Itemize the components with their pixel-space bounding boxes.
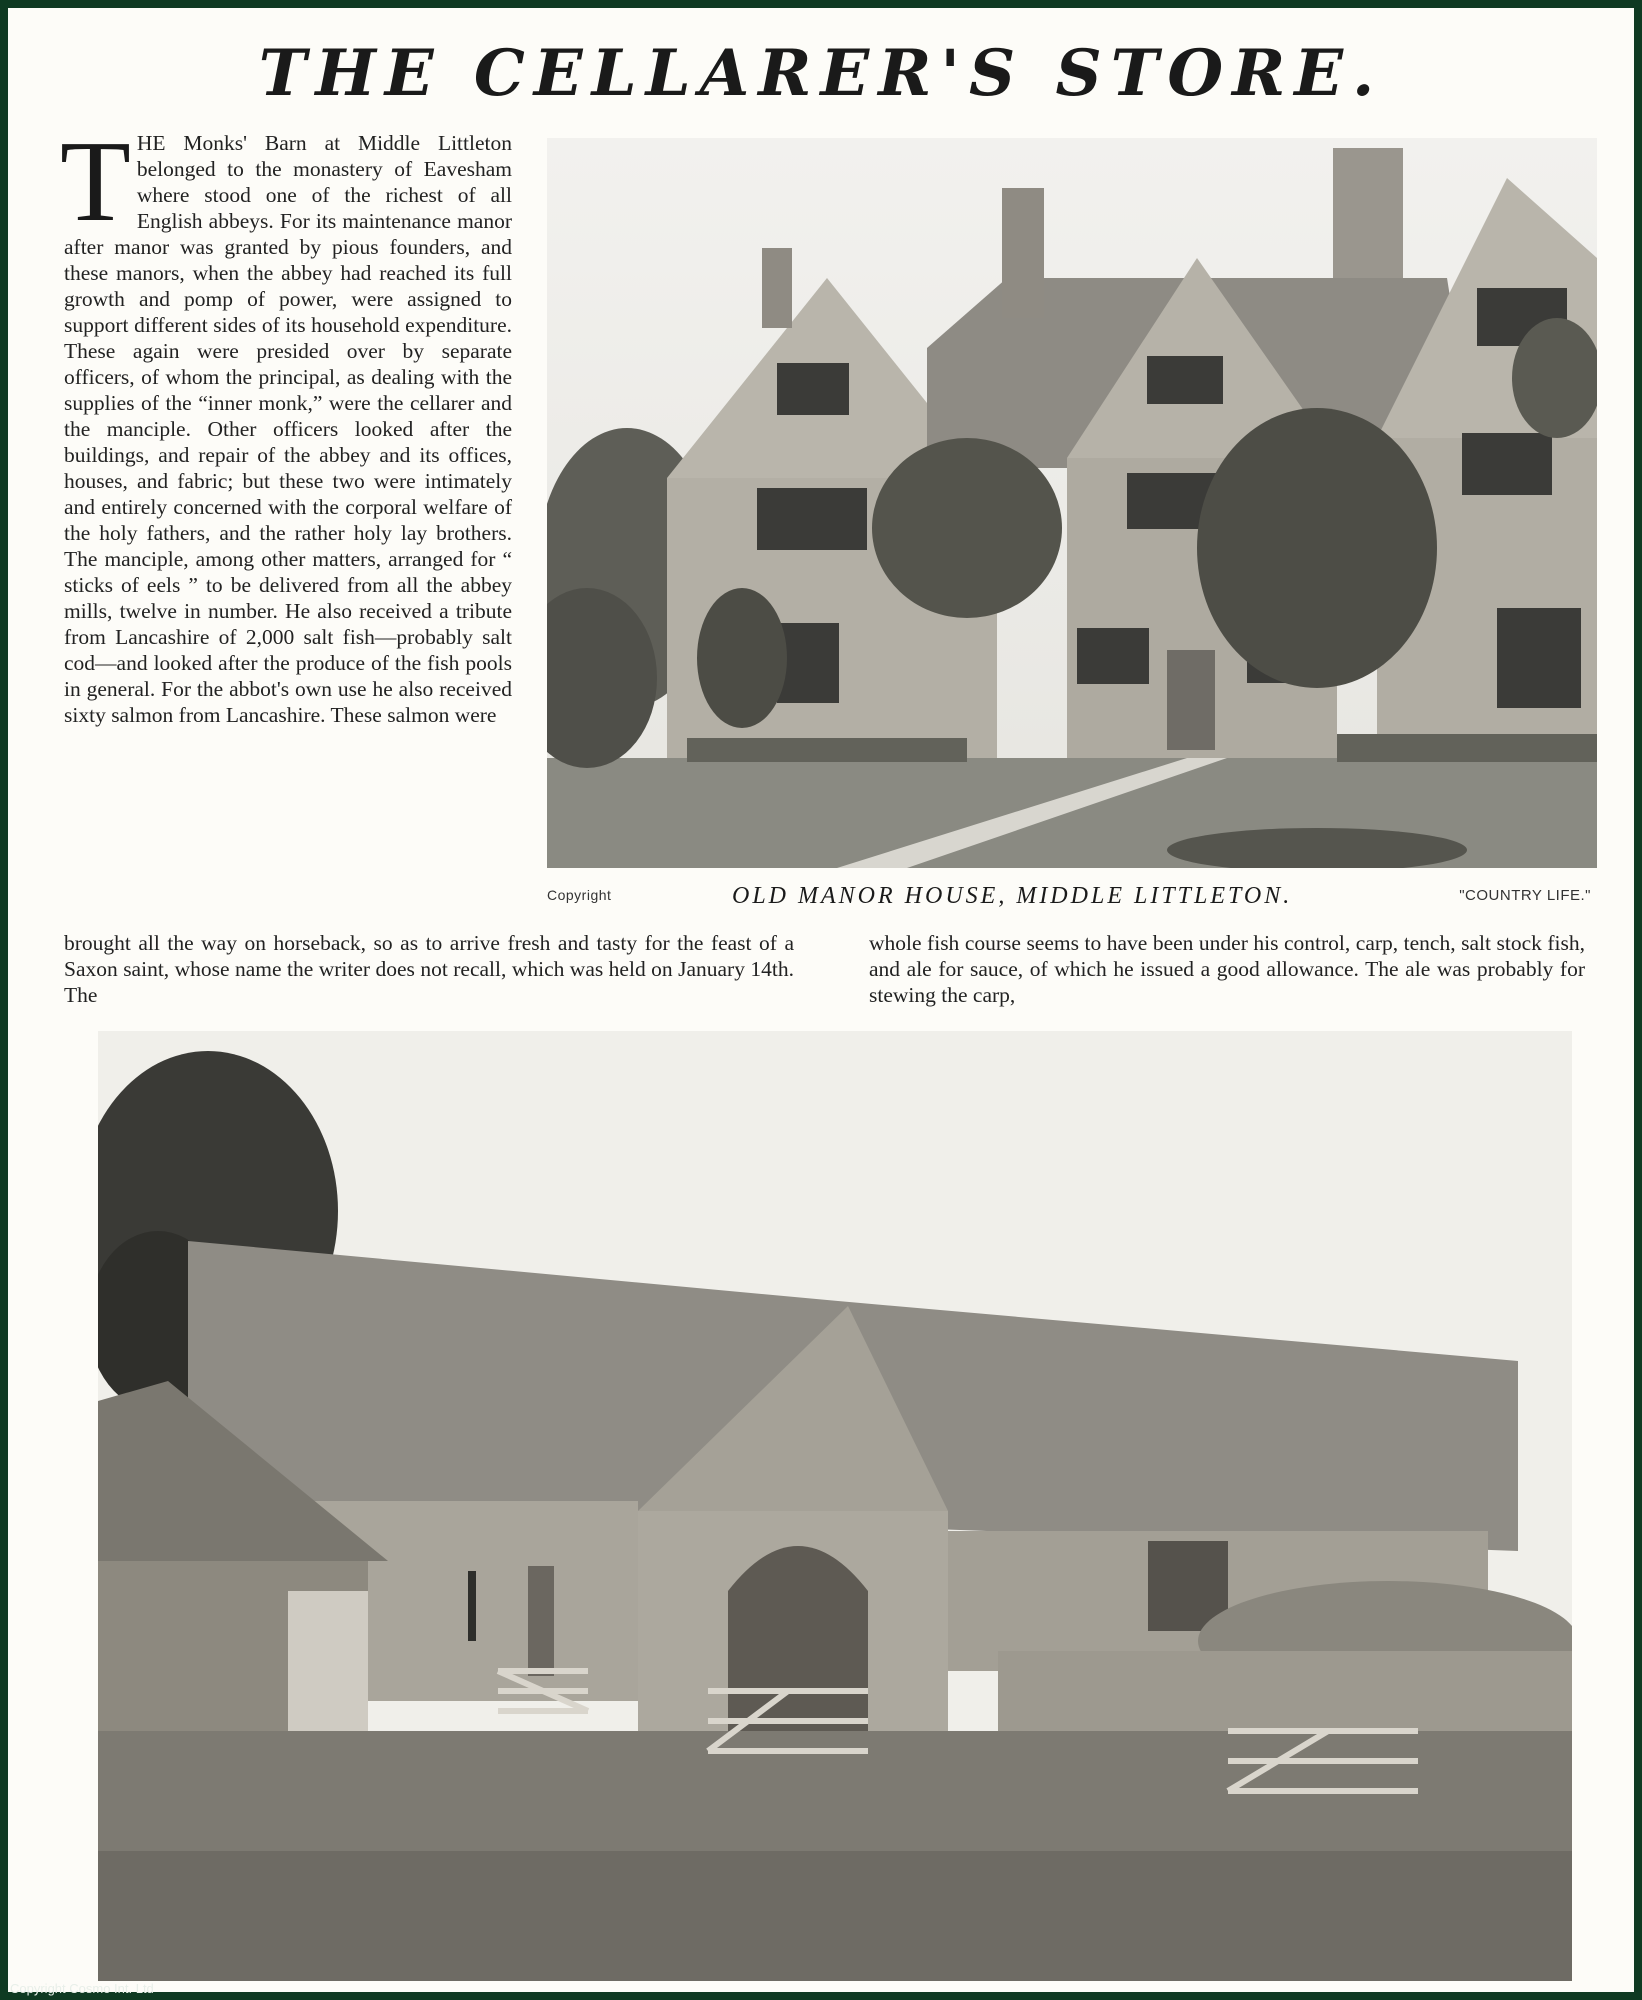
manor-house-illustration [547,138,1597,868]
page-title: THE CELLARER'S STORE. [258,36,1384,111]
article-right-text: whole fish course seems to have been under his control, carp, tench, salt stock fish, and ale for sauce, of which he issued a good allowance. The ale was probably for stewing the carp, [869,931,1585,1007]
caption-title: OLD MANOR HOUSE, MIDDLE LITTLETON. [732,883,1293,909]
caption-copyright: Copyright [547,887,612,903]
monks-barn-photo [98,1031,1572,1981]
monks-barn-illustration [98,1031,1572,1981]
page [8,8,1634,1992]
footer-copyright: Copyright Cosmo Int. Ltd [10,1981,154,1996]
drop-cap: T [60,118,131,246]
article-bridge-text: brought all the way on horseback, so as to arrive fresh and tasty for the feast of a Saxon saint, whose name the writer does not recall, which was held on January 14th. The [64,931,794,1007]
manor-caption [547,883,1597,913]
article-left-column [60,118,512,728]
manor-house-photo [547,138,1597,868]
article-paragraph: HE Monks' Barn at Middle Littleton belonged to the monastery of Eavesham where stood one of the richest of all English abbeys. For its maintenance manor after manor was granted by pious founders, and these manors, when the abbey had reached its full growth and pomp of power, were assigned to support different sides of its household expenditure. These again were presided over by separate officers, of whom the principal, as dealing with the supplies of the “inner monk,” were the cellarer and the manciple. Other officers looked after the buildings, and repair of the abbey and its offices, houses, and fabric; but these two were intimately and entirely concerned with the corporal welfare of the holy fathers, and the rather holy lay brothers. The manciple, among other matters, arranged for “ sticks of eels ” to be delivered from all the abbey mills, twelve in number. He also received a tribute from Lancashire of 2,000 salt fish—probably salt cod—and looked after the produce of the fish pools in general. For the abbot's own use he also received sixty salmon from Lancashire. These salmon were [64,131,512,727]
caption-credit: "COUNTRY LIFE." [1459,887,1591,904]
